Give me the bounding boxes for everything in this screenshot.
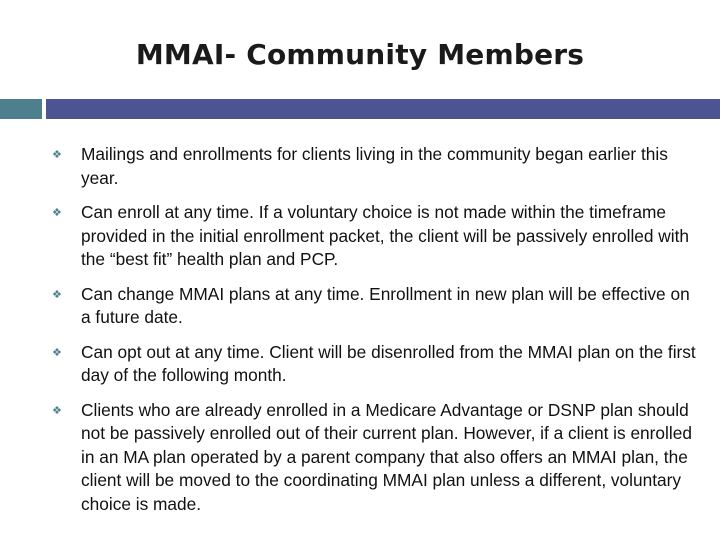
bullet-text: Can change MMAI plans at any time. Enrollment in new plan will be effective on a future date. [81,283,690,327]
list-item [50,201,700,272]
list-item [50,143,700,190]
bullet-text: Clients who are already enrolled in a Medicare Advantage or DSNP plan should not be passively enrolled out of their current plan. However, if a client is enrolled in an MA plan operated by a parent company that also offers an MMAI plan, the client will be moved to the coordinating MMAI plan unless a different, voluntary choice is made. [81,399,692,514]
bullet-list [50,143,700,527]
bullet-text: Can enroll at any time. If a voluntary choice is not made within the timeframe provided in the initial enrollment packet, the client will be passively enrolled with the “best fit” health plan and PCP. [81,202,690,269]
bullet-text: Can opt out at any time. Client will be disenrolled from the MMAI plan on the first day of the following month. [81,341,696,385]
list-item [50,341,700,388]
slide-title: MMAI- Community Members [135,38,585,71]
bullet-text: Mailings and enrollments for clients living in the community began earlier this year. [81,144,668,188]
diamond-bullet-icon: ❖ [52,287,62,301]
accent-bar-left [0,99,42,119]
diamond-bullet-icon: ❖ [52,148,62,161]
diamond-bullet-icon: ❖ [52,403,62,417]
list-item [50,399,700,517]
accent-bar-right [46,99,720,119]
diamond-bullet-icon: ❖ [52,206,62,219]
list-item [50,283,700,330]
diamond-bullet-icon: ❖ [52,345,62,359]
